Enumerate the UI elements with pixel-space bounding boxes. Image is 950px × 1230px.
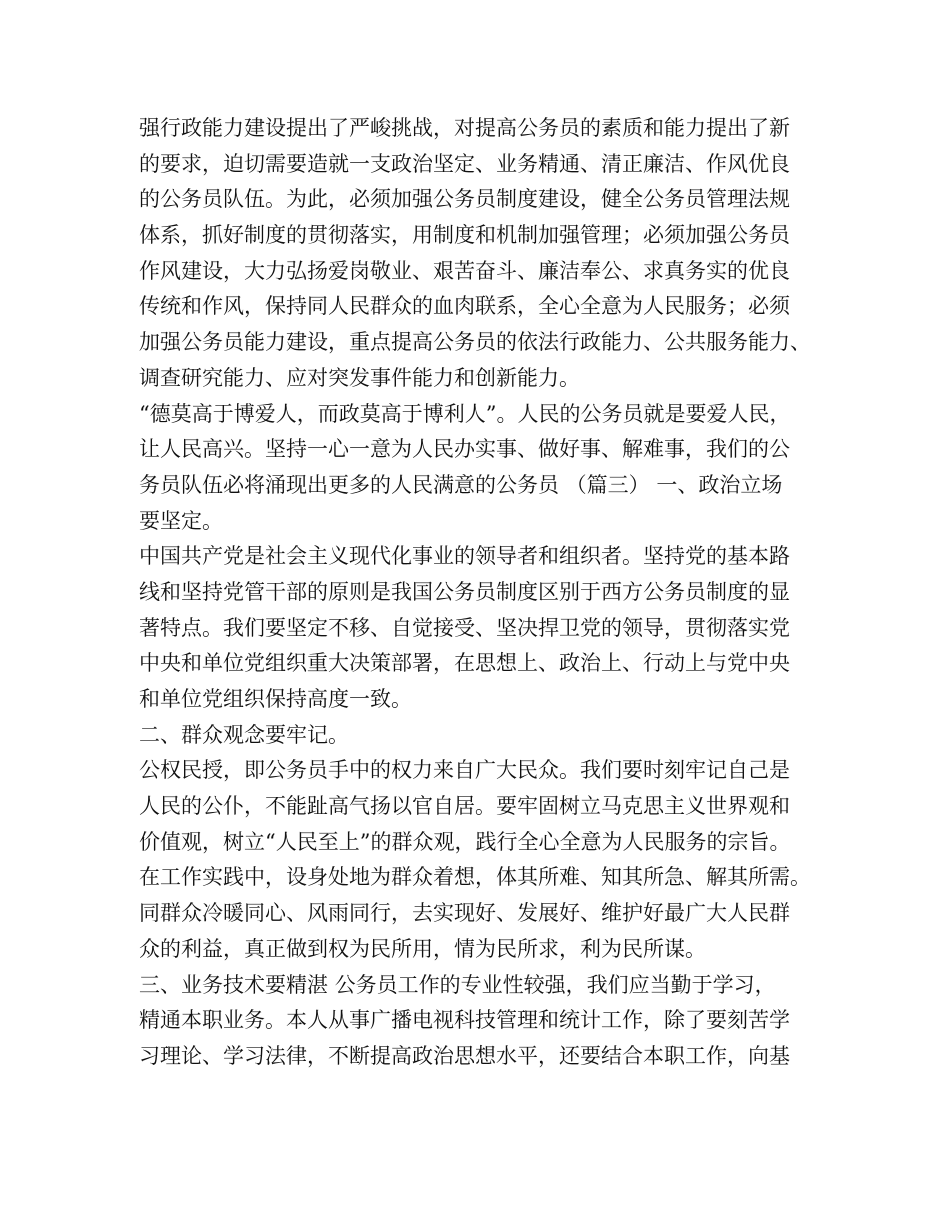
text-line: 的要求，迫切需要造就一支政治坚定、业务精通、清正廉洁、作风优良 [139, 151, 790, 176]
text-line: 中央和单位党组织重大决策部署，在思想上、政治上、行动上与党中央 [139, 651, 790, 676]
text-line: 体系，抓好制度的贯彻落实，用制度和机制加强管理；必须加强公务员 [139, 223, 790, 248]
text-line: 的公务员队伍。为此，必须加强公务员制度建设，健全公务员管理法规 [139, 187, 790, 212]
text-line: 调查研究能力、应对突发事件能力和创新能力。 [139, 365, 580, 390]
text-line: 传统和作风，保持同人民群众的血肉联系，全心全意为人民服务；必须 [139, 294, 790, 319]
text-line: 要坚定。 [139, 508, 223, 533]
text-line: 在工作实践中，设身处地为群众着想，体其所难、知其所急、解其所需。 [139, 865, 811, 890]
text-line: 作风建设，大力弘扬爱岗敬业、艰苦奋斗、廉洁奉公、求真务实的优良 [139, 258, 790, 283]
text-line: 和单位党组织保持高度一致。 [139, 687, 412, 711]
text-line: 价值观，树立“人民至上”的群众观，践行全心全意为人民服务的宗旨。 [139, 829, 791, 854]
text-line: 人民的公仆，不能趾高气扬以官自居。要牢固树立马克思主义世界观和 [139, 794, 790, 819]
text-line: 中国共产党是社会主义现代化事业的领导者和组织者。坚持党的基本路 [139, 544, 790, 569]
text-line: 公权民授，即公务员手中的权力来自广大民众。我们要时刻牢记自己是 [139, 758, 790, 783]
text-line: 让人民高兴。坚持一心一意为人民办实事、做好事、解难事，我们的公 [139, 437, 790, 462]
text-line: 精通本职业务。本人从事广播电视科技管理和统计工作，除了要刻苦学 [139, 1008, 790, 1033]
text-line: 同群众冷暖同心、风雨同行，去实现好、发展好、维护好最广大人民群 [139, 901, 790, 926]
text-line: 强行政能力建设提出了严峻挑战，对提高公务员的素质和能力提出了新 [139, 116, 790, 140]
text-line: 线和坚持党管干部的原则是我国公务员制度区别于西方公务员制度的显 [139, 579, 790, 604]
text-line: 著特点。我们要坚定不移、自觉接受、坚决捍卫党的领导，贯彻落实党 [139, 615, 790, 640]
text-line: 二、群众观念要牢记。 [139, 722, 349, 747]
text-line: 加强公务员能力建设，重点提高公务员的依法行政能力、公共服务能力、 [139, 330, 811, 355]
document-body [139, 111, 829, 1075]
text-line: 习理论、学习法律，不断提高政治思想水平，还要结合本职工作，向基 [139, 1043, 790, 1068]
text-line: 务员队伍必将涌现出更多的人民满意的公务员 （篇三） 一、政治立场 [139, 472, 783, 497]
text-line: “德莫高于博爱人，而政莫高于博利人”。人民的公务员就是要爱人民， [139, 401, 791, 426]
text-line: 众的利益，真正做到权为民所用，情为民所求，利为民所谋。 [139, 936, 706, 961]
text-line: 三、业务技术要精湛 公务员工作的专业性较强，我们应当勤于学习， [139, 972, 776, 997]
